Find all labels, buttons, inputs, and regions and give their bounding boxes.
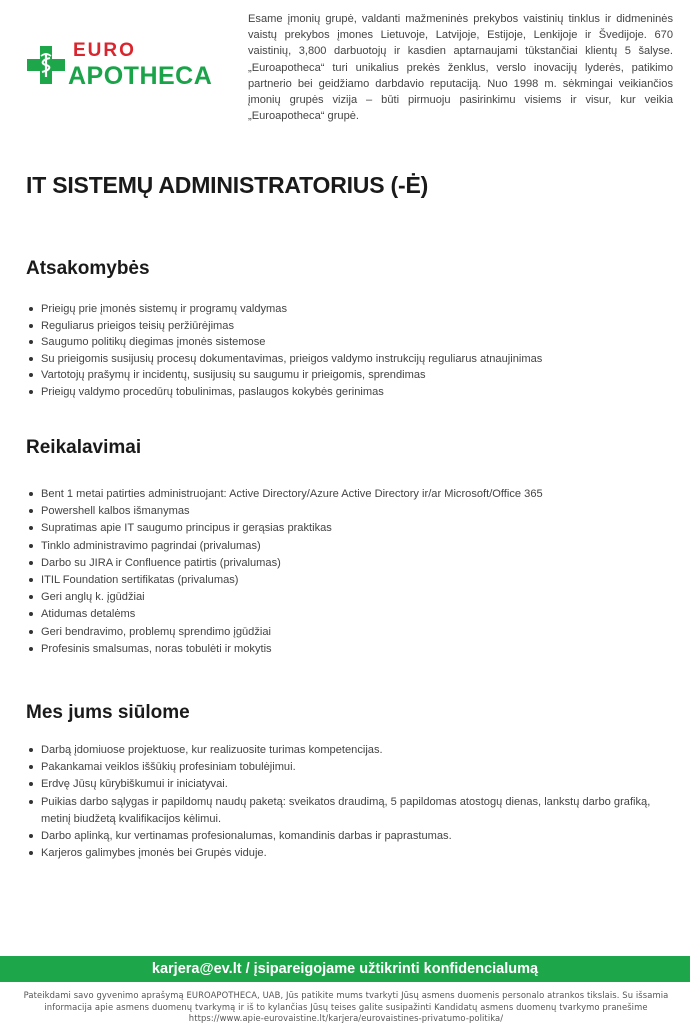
logo-text-apotheca: APOTHECA	[68, 62, 213, 90]
list-item: Geri bendravimo, problemų sprendimo įgūdžiai	[26, 624, 676, 641]
contact-bar: karjera@ev.lt / įsipareigojame užtikrinti konfidencialumą	[0, 956, 690, 982]
company-intro: Esame įmonių grupė, valdanti mažmeninės prekybos vaistinių tinklus ir didmeninės vaistų prekybos įmones Lietuvoje, Latvijoje, Estijoje, Lenkijoje ir Švedijoje. 670 vaistinių, 3,800 darbuotojų ir kasdien aptarnaujami tūkstančiai klientų 5 šalyse. „Euroapotheca“ turi unikalius prekės ženklus, verslo inovacijų lyderės, patikimo partnerio bei geidžiamo darbdavio reputaciją. Nuo 1998 m. sėkmingai veikiančios įmonių grupės vizija – būti pirmuoju pasirinkimu visiems ir visur, kur veikia „Euroapotheca“ grupė.	[248, 13, 673, 123]
list-item: Vartotojų prašymų ir incidentų, susijusių su saugumu ir prieigomis, sprendimas	[26, 367, 676, 384]
list-item: Tinklo administravimo pagrindai (privalumas)	[26, 538, 676, 555]
section-title-offer: Mes jums siūlome	[26, 702, 190, 723]
list-item: Saugumo politikų diegimas įmonės sistemose	[26, 334, 676, 351]
list-item: Pakankamai veiklos iššūkių profesiniam tobulėjimui.	[26, 759, 666, 776]
list-item: ITIL Foundation sertifikatas (privalumas)	[26, 572, 676, 589]
list-item: Profesinis smalsumas, noras tobulėti ir mokytis	[26, 641, 676, 658]
offer-list	[26, 742, 666, 862]
list-item: Erdvę Jūsų kūrybiškumui ir iniciatyvai.	[26, 776, 666, 793]
privacy-note: Pateikdami savo gyvenimo aprašymą EUROAPOTHECA, UAB, Jūs patikite mums tvarkyti Jūsų asmens duomenis personalo atrankos tikslais. Su išsamia informacija apie asmens duomenų tvarkymą ir iš to kylančias Jūsų teises galite susipažinti Kandidatų asmens duomenų tvarkymo pranešime https://www.apie-eurovaistine.lt/karjera/eurovaistines-privatumo-politika/	[23, 990, 669, 1023]
list-item: Darbo aplinką, kur vertinamas profesionalumas, komandinis darbas ir paprastumas.	[26, 828, 666, 845]
section-title-requirements: Reikalavimai	[26, 437, 142, 458]
list-item: Bent 1 metai patirties administruojant: Active Directory/Azure Active Directory ir/ar Microsoft/Office 365	[26, 486, 676, 503]
section-title-responsibilities: Atsakomybės	[26, 258, 150, 279]
logo-text-euro: EURO	[73, 40, 136, 61]
list-item: Puikias darbo sąlygas ir papildomų naudų paketą: sveikatos draudimą, 5 papildomas atostogų dienas, lankstų darbo grafiką, metinį biudžetą kvalifikacijos kėlimui.	[26, 794, 666, 828]
list-item: Darbo su JIRA ir Confluence patirtis (privalumas)	[26, 555, 676, 572]
list-item: Prieigų valdymo procedūrų tobulinimas, paslaugos kokybės gerinimas	[26, 384, 676, 401]
list-item: Geri anglų k. įgūdžiai	[26, 589, 676, 606]
list-item: Powershell kalbos išmanymas	[26, 503, 676, 520]
header	[0, 0, 690, 130]
list-item: Prieigų prie įmonės sistemų ir programų valdymas	[26, 301, 676, 318]
job-title: IT SISTEMŲ ADMINISTRATORIUS (-Ė)	[26, 172, 429, 198]
list-item: Reguliarus prieigos teisių peržiūrėjimas	[26, 318, 676, 335]
list-item: Karjeros galimybes įmonės bei Grupės viduje.	[26, 845, 666, 862]
euroapotheca-logo	[27, 40, 227, 92]
list-item: Darbą įdomiuose projektuose, kur realizuosite turimas kompetencijas.	[26, 742, 666, 759]
list-item: Su prieigomis susijusių procesų dokumentavimas, prieigos valdymo instrukcijų reguliarus atnaujinimas	[26, 351, 676, 368]
requirements-list	[26, 486, 676, 658]
list-item: Atidumas detalėms	[26, 606, 676, 623]
list-item: Supratimas apie IT saugumo principus ir gerąsias praktikas	[26, 520, 676, 537]
responsibilities-list	[26, 301, 676, 401]
pharmacy-cross-icon	[27, 46, 65, 84]
